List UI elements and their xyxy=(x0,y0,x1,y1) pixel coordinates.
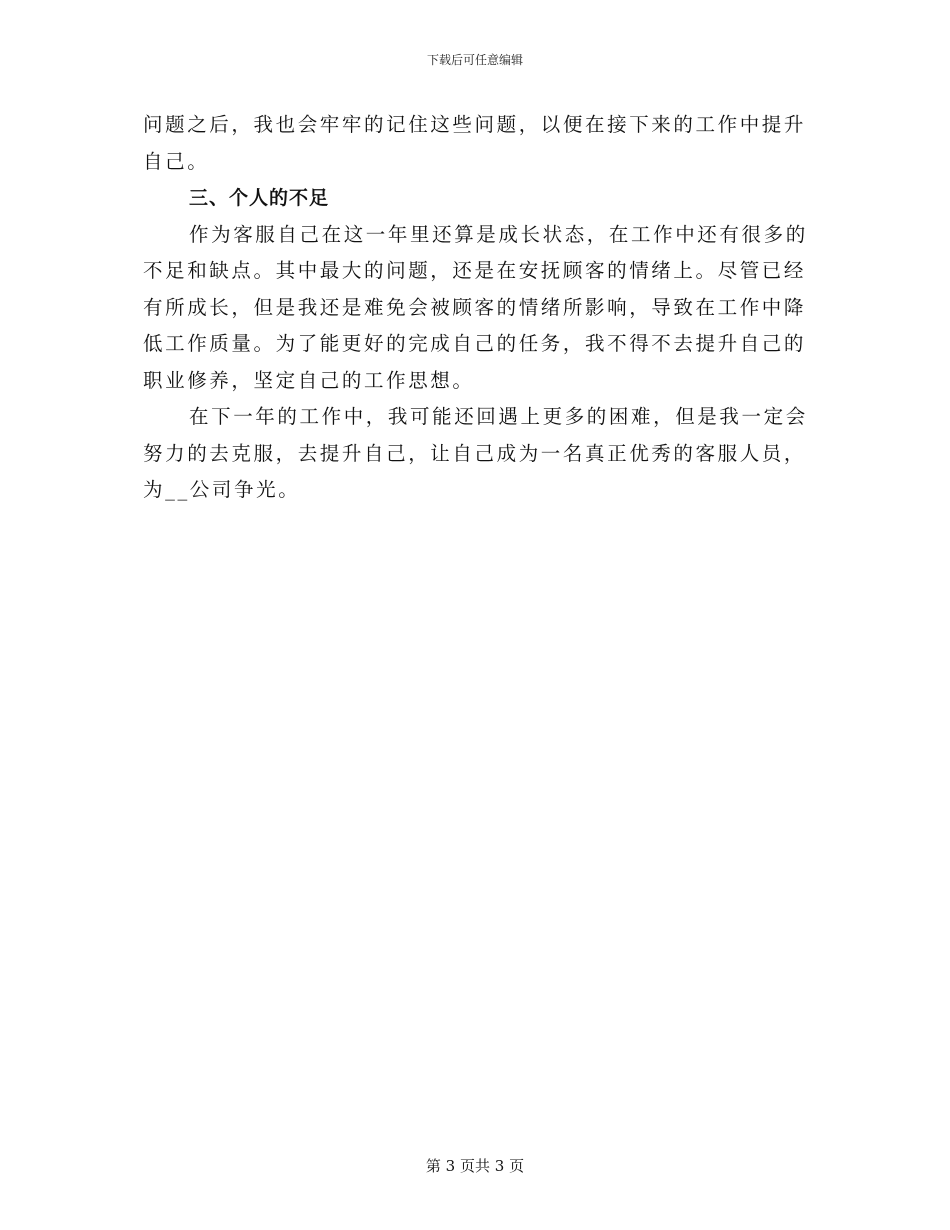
paragraph-line: 问题之后，我也会牢牢的记住这些问题，以便在接下来的工作中提升 xyxy=(143,113,807,136)
section-heading: 三、个人的不足 xyxy=(189,187,330,209)
paragraph-line: 低工作质量。为了能更好的完成自己的任务，我不得不去提升自己的 xyxy=(143,332,807,355)
page-footer: 第 3 页共 3 页 xyxy=(425,1157,525,1175)
paragraph-line: 职业修养，坚定自己的工作思想。 xyxy=(143,368,475,392)
paragraph-line: 不足和缺点。其中最大的问题，还是在安抚顾客的情绪上。尽管已经 xyxy=(143,259,807,282)
paragraph-line: 作为客服自己在这一年里还算是成长状态，在工作中还有很多的 xyxy=(189,222,808,246)
paragraph-line: 自己。 xyxy=(143,149,210,173)
page-header: 下载后可任意编辑 xyxy=(426,53,523,67)
paragraph-line: 在下一年的工作中，我可能还回遇上更多的困难，但是我一定会 xyxy=(189,405,808,428)
paragraph-line: 为__公司争光。 xyxy=(143,478,301,501)
paragraph-line: 努力的去克服，去提升自己，让自己成为一名真正优秀的客服人员， xyxy=(143,441,807,465)
document-body xyxy=(143,107,808,509)
paragraph-line: 有所成长，但是我还是难免会被顾客的情绪所影响，导致在工作中降 xyxy=(143,295,807,319)
